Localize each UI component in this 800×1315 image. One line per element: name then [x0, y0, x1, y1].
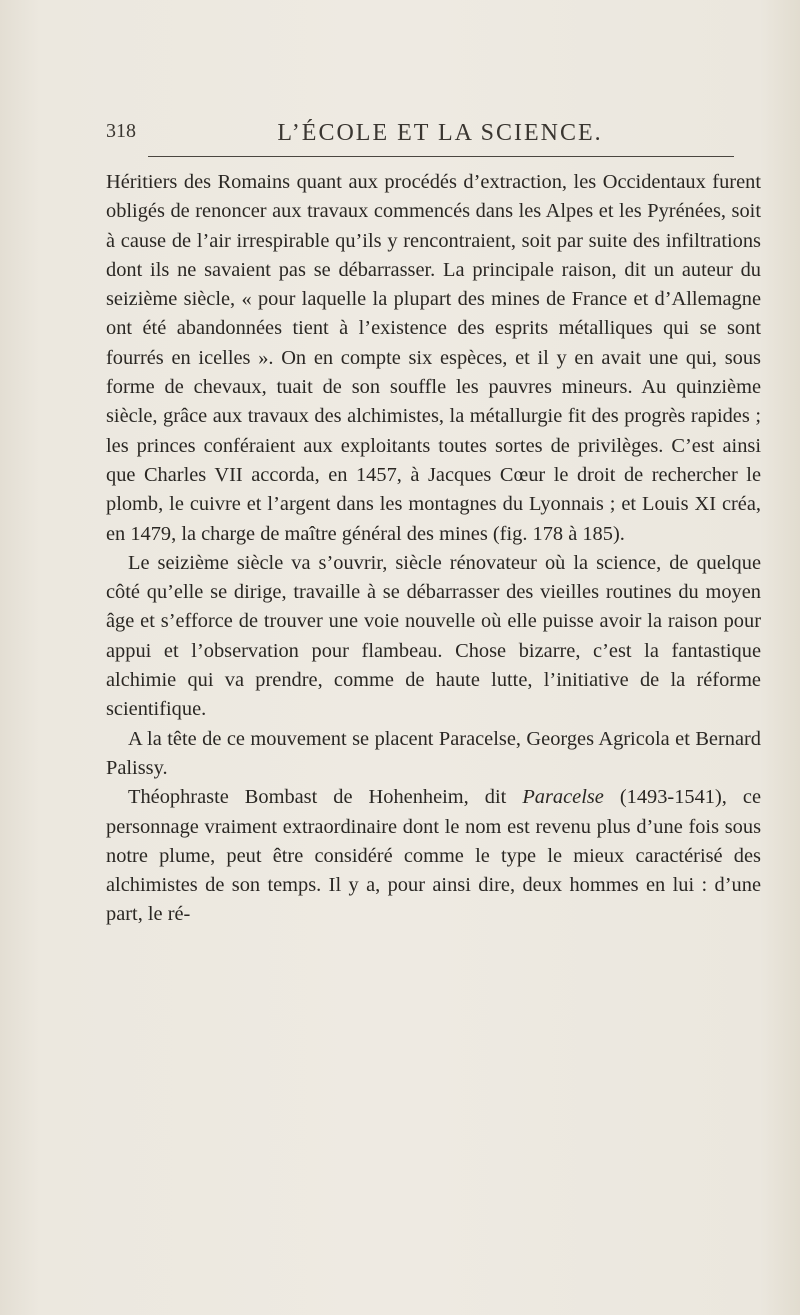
paragraph-1: Héritiers des Romains quant aux procédés d’extraction, les Occidentaux furent obligés de renoncer aux travaux commencés dans les Alpes et les Pyrénées, soit à cause de l’air irrespirable qu’ils y rencontraient, soit par suite des infiltrations dont ils ne savaient pas se débarrasser. La principale raison, dit un auteur du seizième siècle, « pour laquelle la plupart des mines de France et d’Allemagne ont été abandonnées tient à l’existence des esprits métalliques qui se sont fourrés en icelles ». On en compte six espèces, et il y en avait une qui, sous forme de chevaux, tuait de son souffle les pauvres mineurs. Au quinzième siècle, grâce aux travaux des alchimistes, la métallurgie fit des progrès rapides ; les princes conféraient aux exploitants toutes sortes de privilèges. C’est ainsi que Charles VII accorda, en 1457, à Jacques Cœur le droit de rechercher le plomb, le cuivre et l’argent dans les montagnes du Lyonnais ; et Louis XI créa, en 1479, la charge de maître général des mines (fig. 178 à 185). [106, 171, 761, 545]
page-header [0, 112, 800, 152]
paragraph-2: Le seizième siècle va s’ouvrir, siècle rénovateur où la science, de quelque côté qu’elle se dirige, travaille à se débarrasser des vieilles routines du moyen âge et s’efforce de trouver une voie nouvelle où elle puisse avoir la raison pour appui et l’observation pour flambeau. Chose bizarre, c’est la fantastique alchimie qui va prendre, comme de haute lutte, l’initiative de la réforme scientifique. [106, 551, 761, 721]
body-text [106, 168, 761, 930]
paragraph-4-start: Théophraste Bombast de Hohenheim, dit [128, 786, 523, 809]
paragraph-4-end: (1493-1541), ce personnage vraiment extraordinaire dont le nom est revenu plus d’une fois sous notre plume, peut être considéré comme le type le mieux caractérisé des alchimistes de son temps. Il y a, pour ainsi dire, deux hommes en lui : d’une part, le ré- [106, 786, 761, 926]
running-title: L’ÉCOLE ET LA SCIENCE. [277, 120, 603, 146]
paragraph-3: A la tête de ce mouvement se placent Paracelse, Georges Agricola et Bernard Palissy. [106, 727, 761, 779]
paragraph-4-italic: Paracelse [522, 786, 604, 809]
page-number: 318 [106, 120, 136, 142]
header-rule [148, 156, 734, 157]
paragraph-4 [106, 783, 761, 929]
